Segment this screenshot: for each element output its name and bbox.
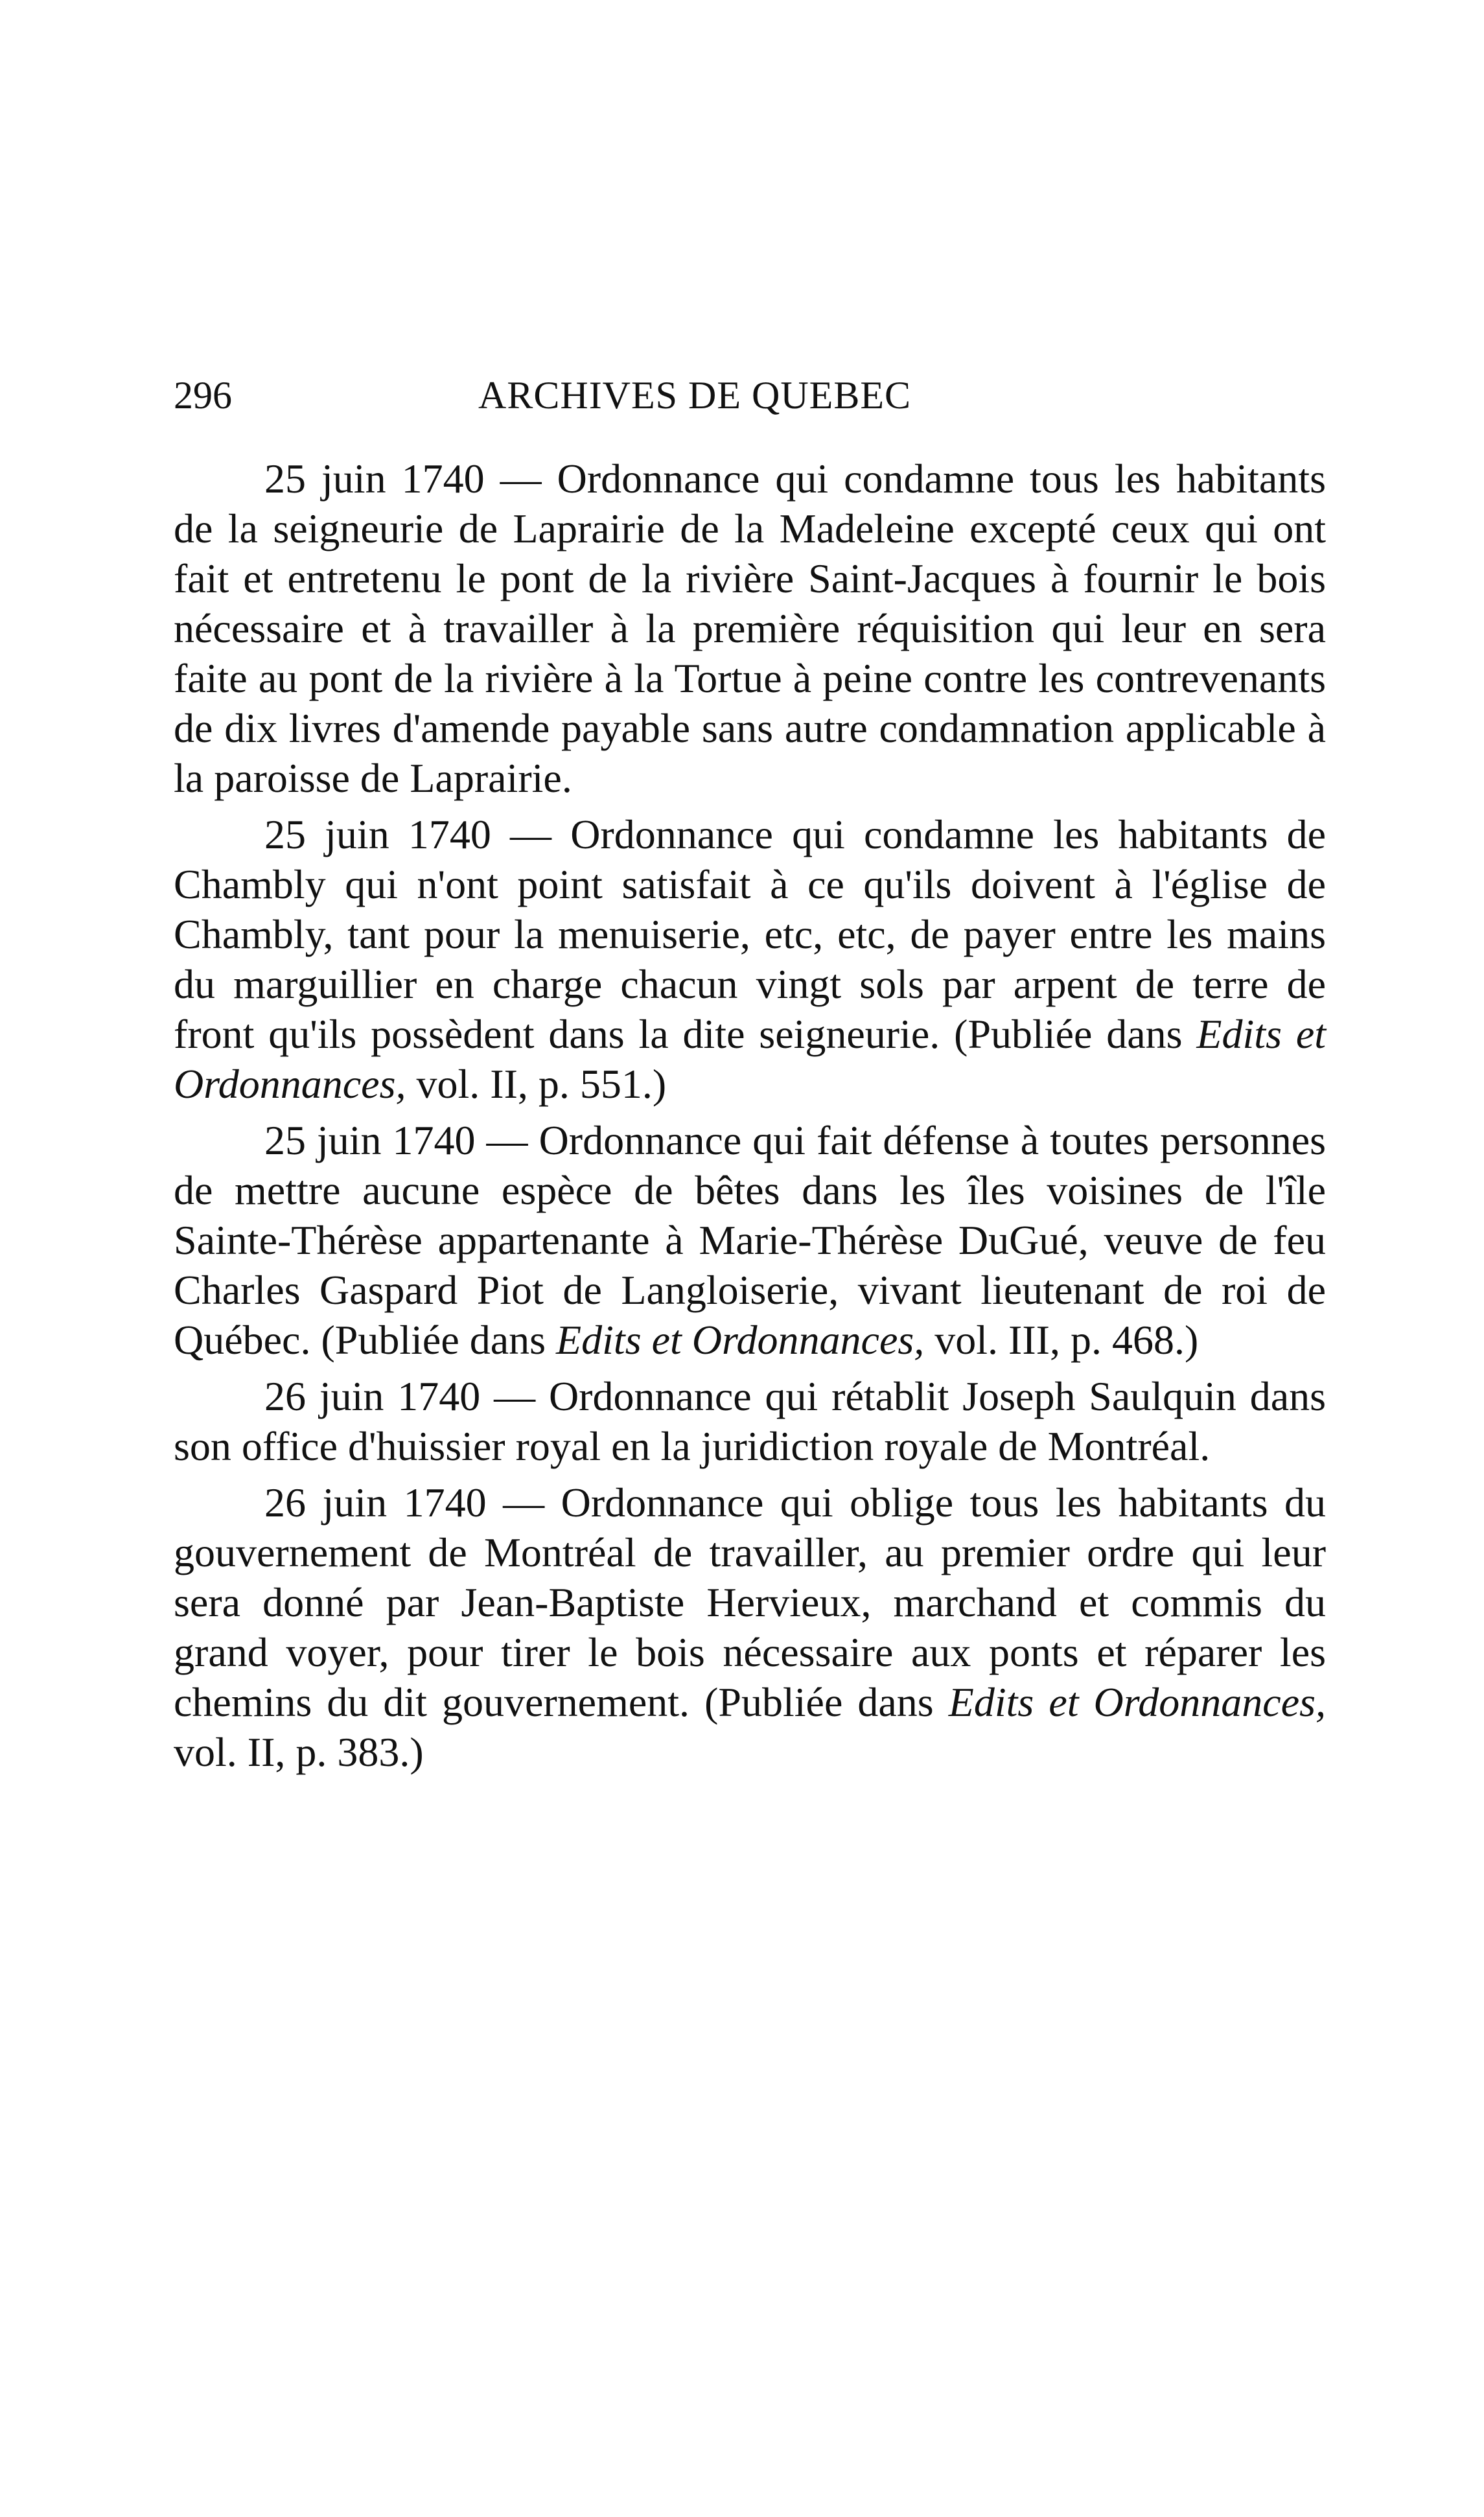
publication-prefix: (Publiée dans: [940, 1011, 1197, 1057]
entry-date: 25 juin 1740: [264, 1117, 476, 1163]
entry-date: 25 juin 1740: [264, 456, 485, 502]
entry-list: [174, 454, 1326, 1777]
document-page: [174, 363, 1326, 1783]
publication-suffix: vol. II, p. 551.): [406, 1061, 667, 1107]
entry-text: Ordonnance qui condamne tous les habitants de la seigneurie de Laprairie de la Madeleine excepté ceux qui ont fait et entretenu le pont de la rivière Saint-Jacques à fournir le bois nécessaire et à travailler à la première réquisition qui leur en sera faite au pont de la rivière à la Tortue à peine contre les contrevenants de dix livres d'amende payable sans autre condamnation applicable à la paroisse de Laprairie.: [174, 456, 1327, 801]
publication-title: Edits et Ordonnances,: [948, 1679, 1326, 1725]
publication-title: Edits et Ordonnances,: [556, 1317, 925, 1363]
entry-text: Ordonnance qui fait défense à toutes personnes de mettre aucune espèce de bêtes dans les îles voisines de l'île Sainte-Thérèse appartenante à Marie-Thérèse DuGué, veuve de feu Charles Gaspard Piot de Langloiserie, vivant lieutenant de roi de Québec.: [174, 1117, 1327, 1363]
entry-text: Ordonnance qui condamne les habitants de Chambly qui n'ont point satisfait à ce qu'ils doivent à l'église de Chambly, tant pour la menuiserie, etc, etc, de payer entre les mains du marguillier en charge chacun vingt sols par arpent de terre de front qu'ils possèdent dans la dite seigneurie.: [174, 811, 1327, 1057]
entry-date: 25 juin 1740: [264, 811, 491, 857]
publication-prefix: (Publiée dans: [310, 1317, 557, 1363]
entry-dash: —: [486, 1479, 561, 1525]
entry-2: [174, 809, 1326, 1109]
publication-suffix: vol. II, p. 383.): [174, 1729, 424, 1775]
entry-1: [174, 454, 1326, 803]
running-head: [174, 363, 1326, 428]
publication-title: Edits et Ordonnances,: [174, 1011, 1327, 1107]
entry-text: Ordonnance qui rétablit Joseph Saulquin dans son office d'huissier royal en la juridiction royale de Montréal.: [174, 1373, 1327, 1469]
entry-dash: —: [475, 1117, 539, 1163]
entry-date: 26 juin 1740: [264, 1479, 487, 1525]
entry-date: 26 juin 1740: [264, 1373, 481, 1419]
page-number: 296: [174, 374, 232, 417]
publication-prefix: (Publiée dans: [690, 1679, 949, 1725]
entry-5: [174, 1478, 1326, 1777]
entry-dash: —: [480, 1373, 549, 1419]
entry-text: Ordonnance qui oblige tous les habitants du gouvernement de Montréal de travailler, au premier ordre qui leur sera donné par Jean-Baptiste Hervieux, marchand et commis du grand voyer, pour tirer le bois nécessaire aux ponts et réparer les chemins du dit gouvernement.: [174, 1479, 1327, 1725]
entry-3: [174, 1115, 1326, 1365]
entry-4: [174, 1371, 1326, 1471]
entry-dash: —: [491, 811, 571, 857]
publication-suffix: vol. III, p. 468.): [924, 1317, 1199, 1363]
running-title: ARCHIVES DE QUEBEC: [478, 374, 912, 417]
entry-dash: —: [484, 456, 557, 502]
